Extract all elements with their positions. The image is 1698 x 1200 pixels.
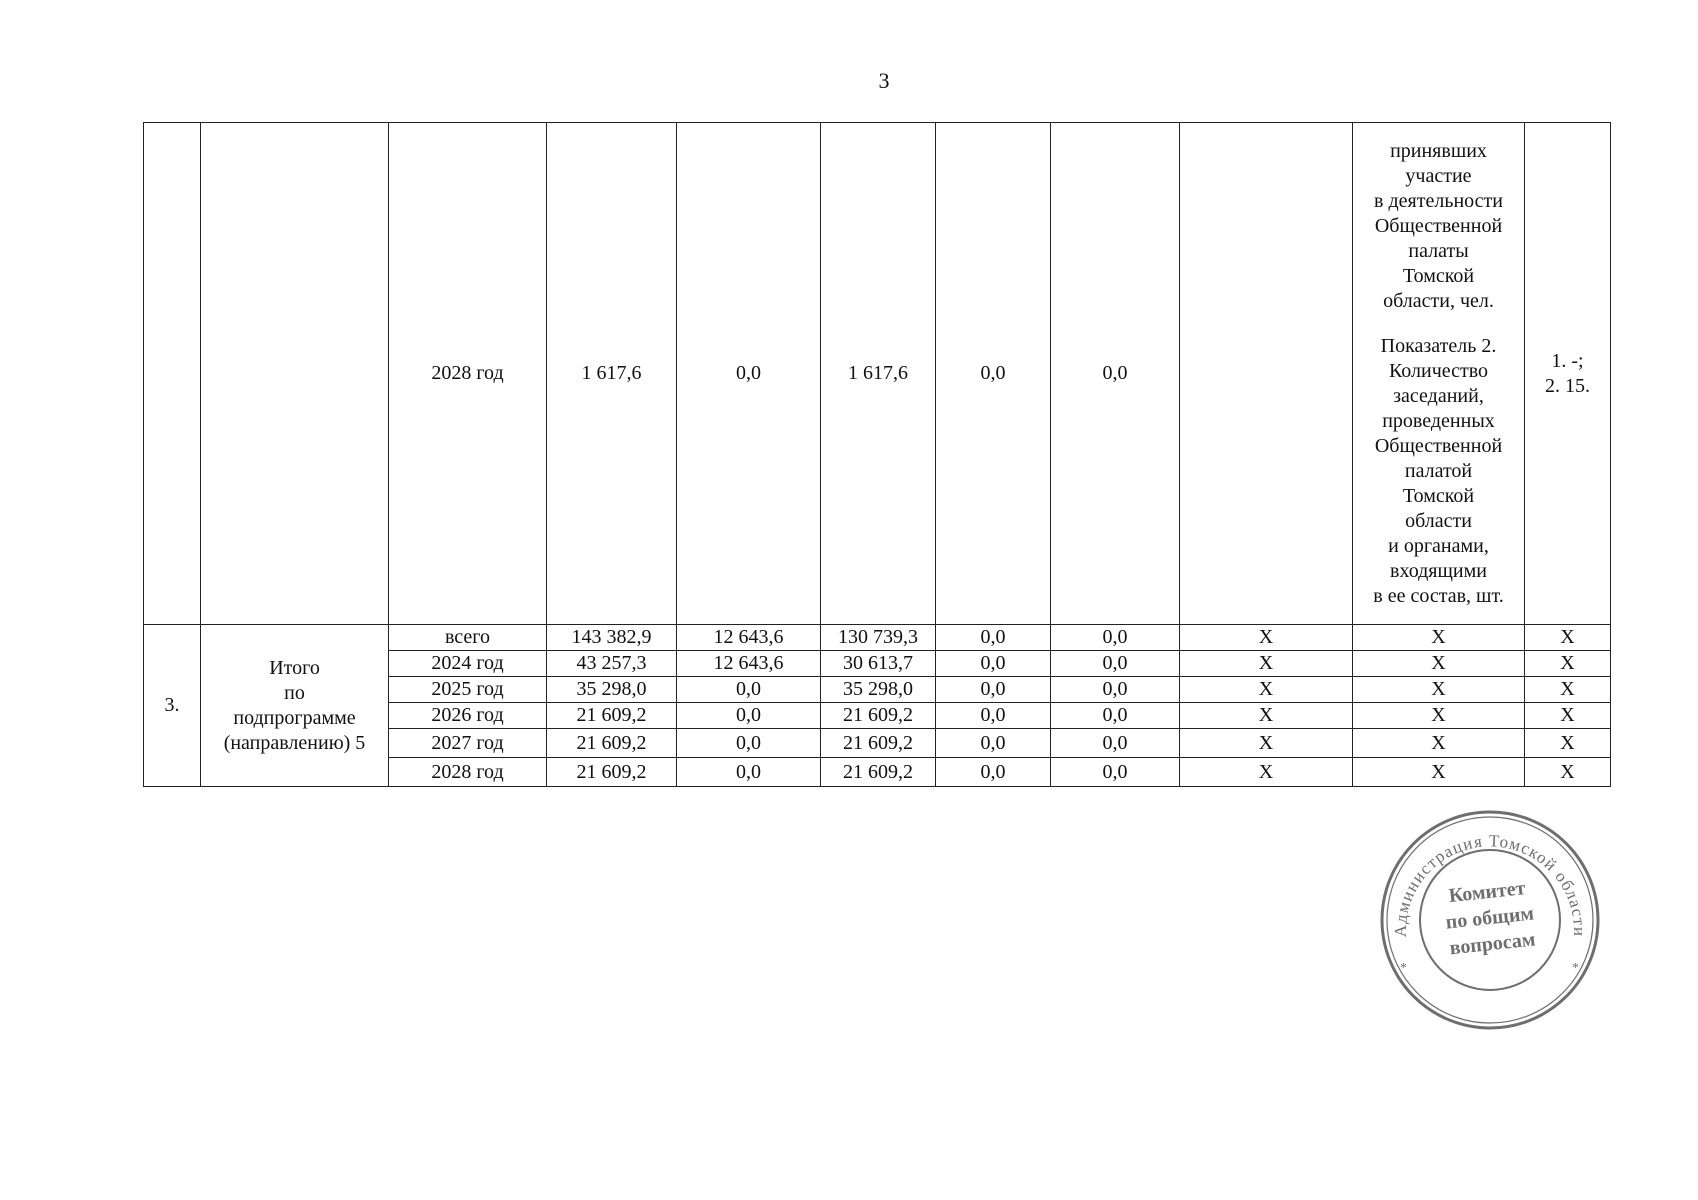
summary-label-line: Итого xyxy=(269,656,320,679)
indicator-line: Томской xyxy=(1402,264,1475,287)
official-stamp xyxy=(1376,806,1604,1034)
indicator-line: заседаний, xyxy=(1393,384,1484,407)
stamp-center-line: Комитет xyxy=(1447,877,1527,908)
stamp-center-line: вопросам xyxy=(1448,928,1537,960)
indicator-value: 1. -; xyxy=(1551,349,1584,372)
budget-table xyxy=(143,122,1611,787)
x-cell: X xyxy=(1353,677,1525,703)
local-cell: 0,0 xyxy=(936,677,1051,703)
indicator-cell xyxy=(1353,123,1525,625)
regional-cell: 30 613,7 xyxy=(821,651,936,677)
x-cell: X xyxy=(1180,729,1353,758)
other-cell: 0,0 xyxy=(1051,651,1180,677)
indicator-line: области xyxy=(1405,509,1472,532)
year-cell: 2028 год xyxy=(389,758,547,787)
x-cell: X xyxy=(1180,625,1353,651)
local-cell: 0,0 xyxy=(936,651,1051,677)
row-name-cell xyxy=(201,123,389,625)
stamp-star-left: * xyxy=(1400,961,1407,976)
regional-cell: 21 609,2 xyxy=(821,729,936,758)
x-cell: X xyxy=(1525,651,1611,677)
regional-cell: 35 298,0 xyxy=(821,677,936,703)
regional-cell: 1 617,6 xyxy=(821,123,936,625)
indicator-line: палатой xyxy=(1404,459,1473,482)
local-cell: 0,0 xyxy=(936,703,1051,729)
federal-cell: 0,0 xyxy=(677,123,821,625)
total-cell: 21 609,2 xyxy=(547,758,677,787)
other-cell: 0,0 xyxy=(1051,703,1180,729)
year-cell: 2027 год xyxy=(389,729,547,758)
indicator-line: принявших xyxy=(1390,139,1487,162)
indicator-line: Показатель 2. xyxy=(1380,334,1497,357)
x-cell: X xyxy=(1525,729,1611,758)
paragraph-gap xyxy=(1357,314,1520,334)
indicator-line: области, чел. xyxy=(1383,289,1494,312)
federal-cell: 0,0 xyxy=(677,758,821,787)
other-cell: 0,0 xyxy=(1051,123,1180,625)
indicator-line: Общественной xyxy=(1374,434,1503,457)
total-cell: 1 617,6 xyxy=(547,123,677,625)
x-cell: X xyxy=(1353,729,1525,758)
local-cell: 0,0 xyxy=(936,625,1051,651)
top-continuation-row xyxy=(144,123,1611,625)
x-cell: X xyxy=(1180,703,1353,729)
summary-label-line: подпрограмме xyxy=(233,706,356,729)
stamp-center-text xyxy=(1442,877,1538,960)
x-cell: X xyxy=(1353,703,1525,729)
stamp-ring-textpath: Администрация Томской области xyxy=(1390,831,1590,938)
local-cell: 0,0 xyxy=(936,758,1051,787)
indicator-line: в деятельности xyxy=(1374,189,1503,212)
regional-cell: 21 609,2 xyxy=(821,703,936,729)
summary-number-cell: 3. xyxy=(144,625,201,787)
other-cell: 0,0 xyxy=(1051,729,1180,758)
total-cell: 43 257,3 xyxy=(547,651,677,677)
year-cell: 2024 год xyxy=(389,651,547,677)
indicator-line: входящими xyxy=(1390,559,1487,582)
x-cell: X xyxy=(1525,758,1611,787)
x-cell: X xyxy=(1525,703,1611,729)
indicator-line: в ее состав, шт. xyxy=(1373,584,1504,607)
x-cell: X xyxy=(1180,758,1353,787)
x-cell: X xyxy=(1353,758,1525,787)
total-cell: 21 609,2 xyxy=(547,703,677,729)
x-cell: X xyxy=(1353,651,1525,677)
federal-cell: 0,0 xyxy=(677,729,821,758)
federal-cell: 0,0 xyxy=(677,703,821,729)
local-cell: 0,0 xyxy=(936,123,1051,625)
federal-cell: 12 643,6 xyxy=(677,625,821,651)
year-cell: 2028 год xyxy=(389,123,547,625)
indicator-line: Количество xyxy=(1388,359,1489,382)
x-cell: X xyxy=(1525,677,1611,703)
year-cell: 2025 год xyxy=(389,677,547,703)
federal-cell: 0,0 xyxy=(677,677,821,703)
table-row xyxy=(144,625,1611,651)
indicator-line: проведенных xyxy=(1382,409,1495,432)
other-cell: 0,0 xyxy=(1051,758,1180,787)
indicator-line: участие xyxy=(1405,164,1472,187)
other-cell: 0,0 xyxy=(1051,625,1180,651)
regional-cell: 130 739,3 xyxy=(821,625,936,651)
year-cell: 2026 год xyxy=(389,703,547,729)
stamp-star-right: * xyxy=(1572,961,1579,976)
indicator-line: и органами, xyxy=(1388,534,1489,557)
executor-cell xyxy=(1180,123,1353,625)
local-cell: 0,0 xyxy=(936,729,1051,758)
indicator-line: Томской xyxy=(1402,484,1475,507)
total-cell: 143 382,9 xyxy=(547,625,677,651)
row-number-cell xyxy=(144,123,201,625)
stamp-center-line: по общим xyxy=(1444,902,1535,934)
regional-cell: 21 609,2 xyxy=(821,758,936,787)
x-cell: X xyxy=(1525,625,1611,651)
x-cell: X xyxy=(1180,677,1353,703)
indicator-line: палаты xyxy=(1408,239,1469,262)
indicator-line: Общественной xyxy=(1374,214,1503,237)
total-cell: 35 298,0 xyxy=(547,677,677,703)
total-cell: 21 609,2 xyxy=(547,729,677,758)
summary-label-line: (направлению) 5 xyxy=(223,731,366,754)
indicator-values-cell xyxy=(1525,123,1611,625)
year-cell: всего xyxy=(389,625,547,651)
other-cell: 0,0 xyxy=(1051,677,1180,703)
page-number: 3 xyxy=(878,68,890,93)
x-cell: X xyxy=(1353,625,1525,651)
summary-label-cell xyxy=(201,625,389,787)
summary-label-line: по xyxy=(284,681,305,704)
x-cell: X xyxy=(1180,651,1353,677)
federal-cell: 12 643,6 xyxy=(677,651,821,677)
indicator-value: 2. 15. xyxy=(1545,374,1590,397)
